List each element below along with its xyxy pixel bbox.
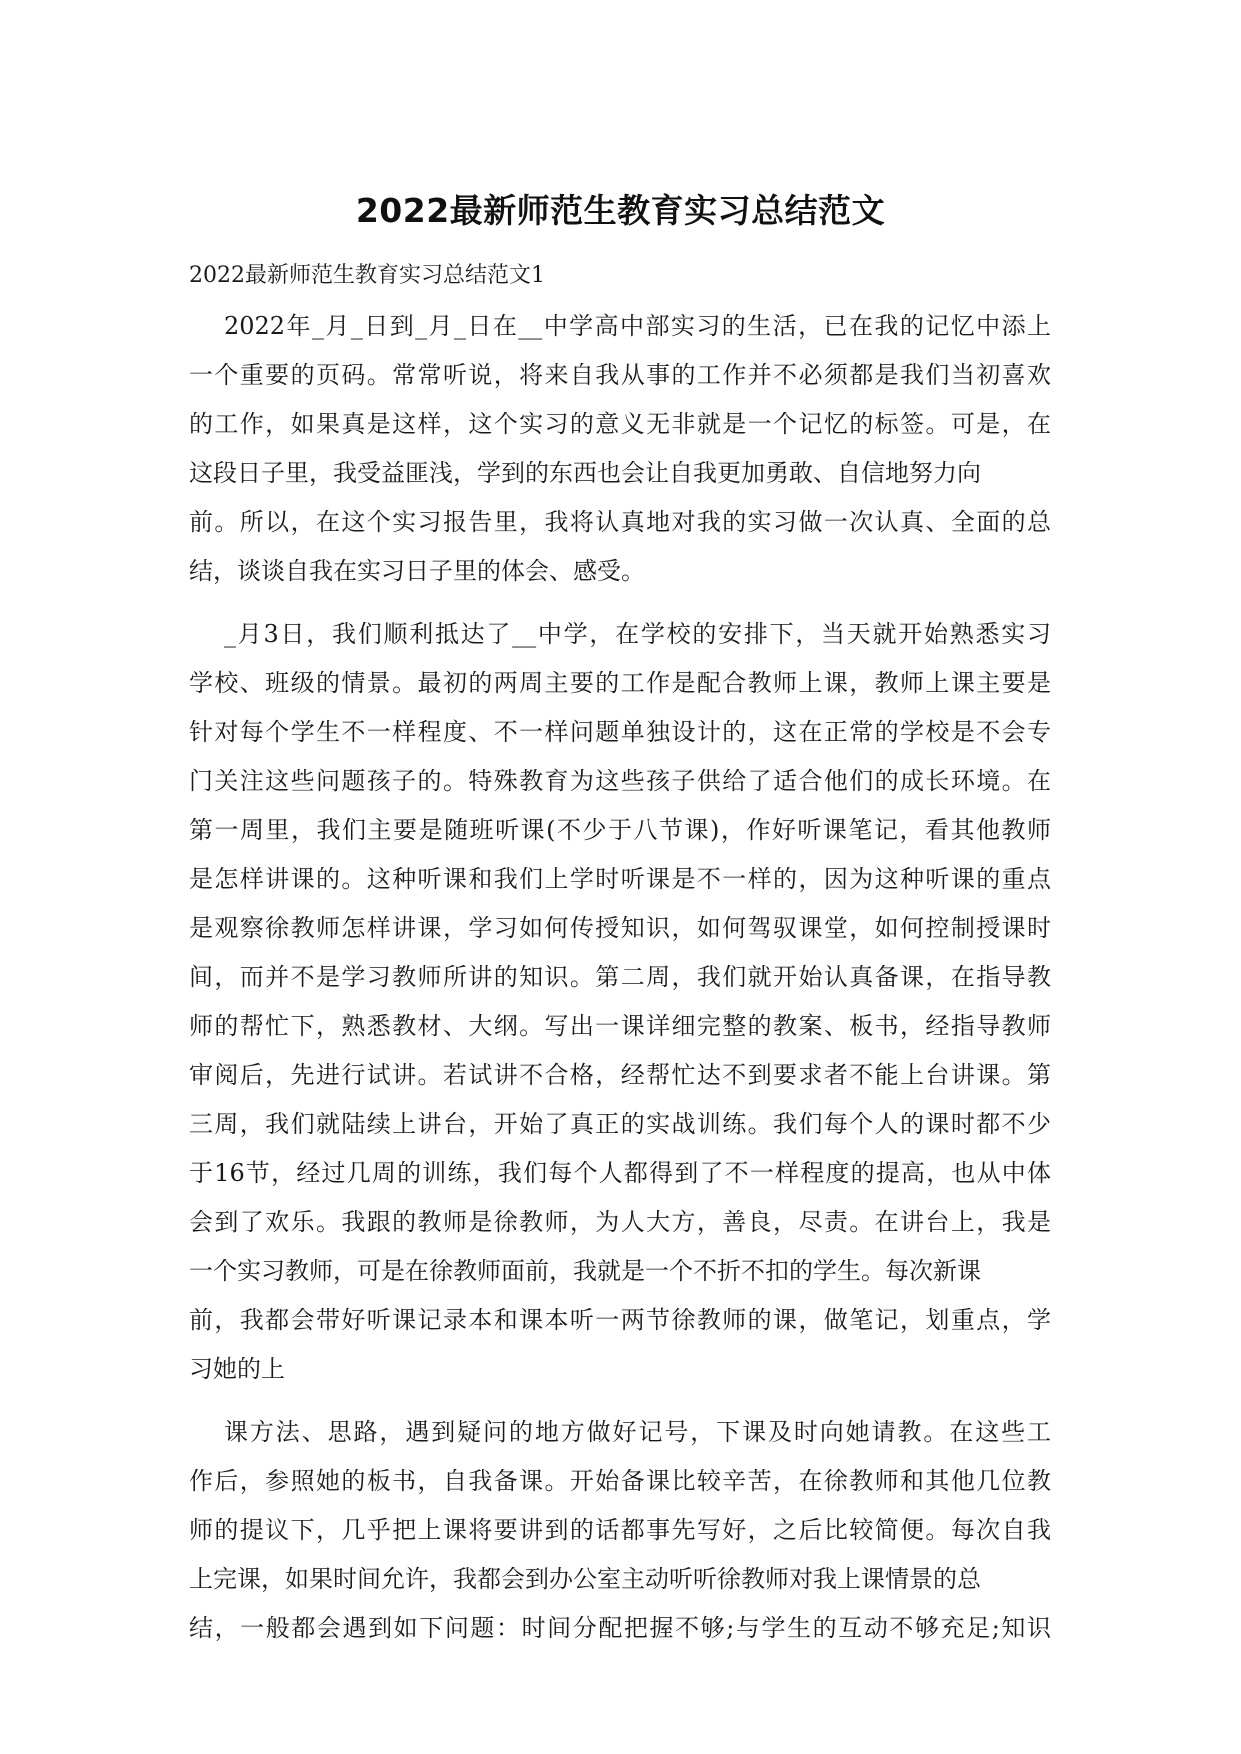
text-line: 习她的上 — [189, 1355, 285, 1383]
paragraph-3 — [189, 1408, 1051, 1653]
text-line: 这段日子里，我受益匪浅，学到的东西也会让自我更加勇敢、自信地努力向 — [189, 459, 981, 487]
text-line: 是怎样讲课的。这种听课和我们上学时听课是不一样的，因为这种听课的重点 — [189, 865, 1051, 893]
text-line: 上完课，如果时间允许，我都会到办公室主动听听徐教师对我上课情景的总 — [189, 1565, 981, 1593]
text-line: 结，谈谈自我在实习日子里的体会、感受。 — [189, 557, 645, 585]
text-line: 结，一般都会遇到如下问题：时间分配把握不够;与学生的互动不够充足;知识 — [189, 1614, 1051, 1642]
text-line: 第一周里，我们主要是随班听课(不少于八节课)，作好听课笔记，看其他教师 — [189, 816, 1051, 844]
text-line: 审阅后，先进行试讲。若试讲不合格，经帮忙达不到要求者不能上台讲课。第 — [189, 1061, 1051, 1089]
text-line: _月3日，我们顺利抵达了__中学，在学校的安排下，当天就开始熟悉实习 — [224, 620, 1051, 648]
text-line: 门关注这些问题孩子的。特殊教育为这些孩子供给了适合他们的成长环境。在 — [189, 767, 1051, 795]
document-body — [189, 254, 1051, 1667]
text-line: 前。所以，在这个实习报告里，我将认真地对我的实习做一次认真、全面的总 — [189, 508, 1051, 536]
text-line: 一个重要的页码。常常听说，将来自我从事的工作并不必须都是我们当初喜欢 — [189, 361, 1051, 389]
text-line: 是观察徐教师怎样讲课，学习如何传授知识，如何驾驭课堂，如何控制授课时 — [189, 914, 1051, 942]
text-line: 2022年_月_日到_月_日在__中学高中部实习的生活，已在我的记忆中添上 — [224, 312, 1051, 340]
section-heading: 2022最新师范生教育实习总结范文1 — [189, 263, 545, 288]
text-line: 的工作，如果真是这样，这个实习的意义无非就是一个记忆的标签。可是，在 — [189, 410, 1051, 438]
text-line: 学校、班级的情景。最初的两周主要的工作是配合教师上课，教师上课主要是 — [189, 669, 1051, 697]
text-line: 间，而并不是学习教师所讲的知识。第二周，我们就开始认真备课，在指导教 — [189, 963, 1051, 991]
text-line: 于16节，经过几周的训练，我们每个人都得到了不一样程度的提高，也从中体 — [189, 1159, 1051, 1187]
text-line: 作后，参照她的板书，自我备课。开始备课比较辛苦，在徐教师和其他几位教 — [189, 1467, 1051, 1495]
text-line: 针对每个学生不一样程度、不一样问题单独设计的，这在正常的学校是不会专 — [189, 718, 1051, 746]
text-line: 三周，我们就陆续上讲台，开始了真正的实战训练。我们每个人的课时都不少 — [189, 1110, 1051, 1138]
text-line: 师的帮忙下，熟悉教材、大纲。写出一课详细完整的教案、板书，经指导教师 — [189, 1012, 1051, 1040]
paragraph-1 — [189, 302, 1051, 596]
text-line: 一个实习教师，可是在徐教师面前，我就是一个不折不扣的学生。每次新课 — [189, 1257, 981, 1285]
text-line: 会到了欢乐。我跟的教师是徐教师，为人大方，善良，尽责。在讲台上，我是 — [189, 1208, 1051, 1236]
text-line: 师的提议下，几乎把上课将要讲到的话都事先写好，之后比较简便。每次自我 — [189, 1516, 1051, 1544]
paragraph-2 — [189, 610, 1051, 1394]
text-line: 前，我都会带好听课记录本和课本听一两节徐教师的课，做笔记，划重点，学 — [189, 1306, 1051, 1334]
page-title: 2022最新师范生教育实习总结范文 — [355, 191, 886, 230]
text-line: 课方法、思路，遇到疑问的地方做好记号，下课及时向她请教。在这些工 — [224, 1418, 1051, 1446]
